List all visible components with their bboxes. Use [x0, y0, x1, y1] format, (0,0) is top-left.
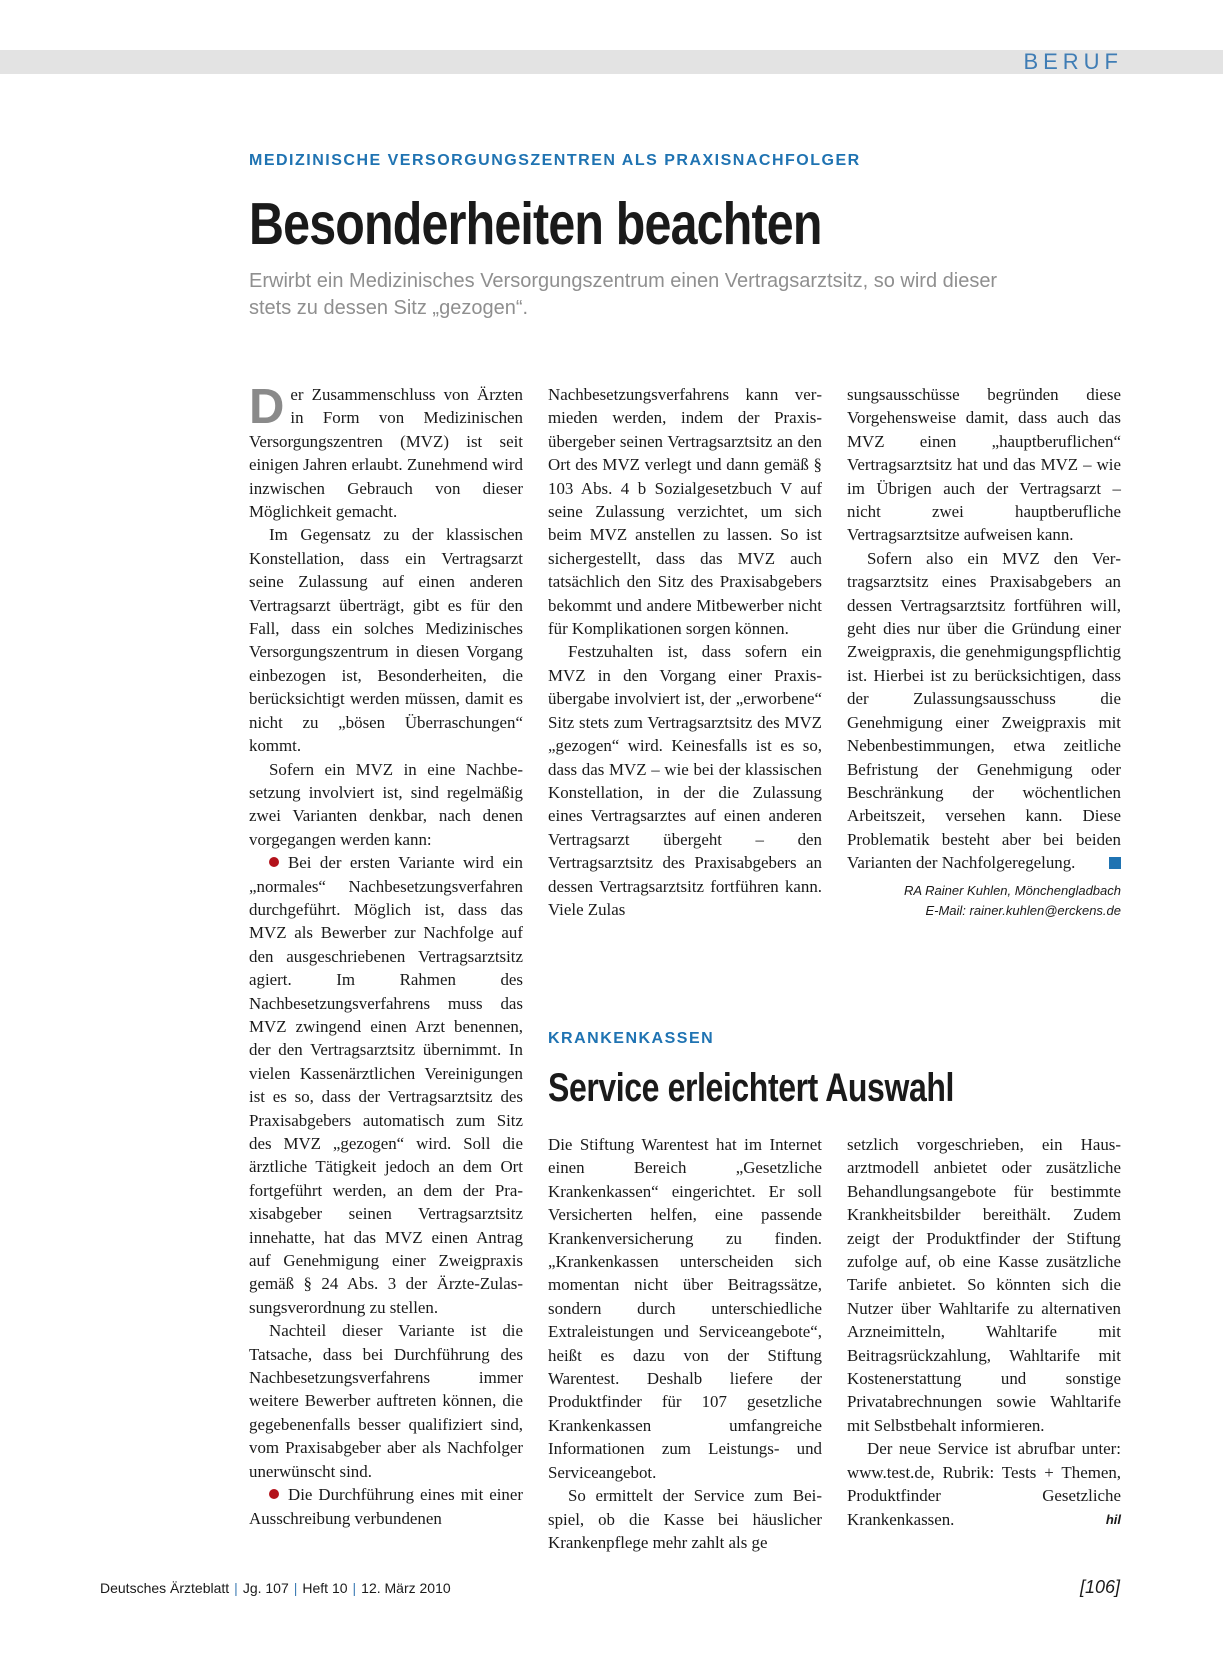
article1-headline: Besonderheiten beachten	[249, 191, 822, 257]
bullet-paragraph	[249, 851, 523, 1319]
paragraph	[847, 547, 1121, 875]
volume: Jg. 107	[242, 1580, 289, 1596]
paragraph	[249, 380, 523, 523]
issue: Heft 10	[302, 1580, 348, 1596]
separator: |	[234, 1580, 238, 1596]
paragraph-text: Der neue Service ist abrufbar unter: www.test.de, Rubrik: Tests + Themen, Produktfinder Gesetzliche Krankenkassen.	[847, 1439, 1121, 1529]
paragraph: Festzuhalten ist, dass sofern ein MVZ in den Vorgang einer Praxisübergabe involviert ist, der „erworbene“ Sitz stets zum Vertragsarztsitz des MVZ „gezogen“ wird. Keinesfalls ist es so, dass das MVZ – wie bei der klassischen Konstellation, in der die Zulassung eines Vertragsarztes auf einen anderen Vertragsarzt übergeht – den Vertragsarztsitz des Praxisabgebers an dessen Vertragsarztsitz fortführen kann. Viele Zulas	[548, 642, 822, 919]
bullet-dot-icon	[269, 1489, 279, 1499]
paragraph: Sofern ein MVZ in eine Nachbesetzung involviert ist, sind regelmäßig zwei Varianten denkbar, nach denen vorgegangen werden kann:	[249, 759, 523, 849]
paragraph: sungsausschüsse begründen diese Vorgehensweise damit, dass auch das MVZ einen „hauptberuflichen“ Vertragsarztsitz hat und das MVZ – wie im Übrigen auch der Vertragsarzt – nicht zwei hauptberufliche Vertragsarztsitze aufweisen kann.	[847, 385, 1121, 545]
paragraph	[847, 1437, 1121, 1531]
paragraph-text: Bei der ersten Variante wird ein „normales“ Nachbesetzungsverfahren durchgeführt. Möglich ist, dass das MVZ als Bewerber zur Nachfolge auf den ausgeschriebenen Vertragsarztsitz agiert. Im Rahmen des Nachbesetzungsverfahrens muss das MVZ zwingend einen Arzt benennen, der den Vertragsarztsitz übernimmt. In vielen Kassenärztlichen Vereinigungen ist es so, dass der Vertragsarztsitz des Praxisabgebers automatisch zum Sitz des MVZ „gezogen“ wird. Soll die ärztliche Tätigkeit jedoch an dem Ort fortgeführt werden, an dem der Praxisabgeber seinen Vertragsarztsitz innehatte, hat das MVZ einen Antrag auf Genehmigung einer Zweigpraxis gemäß § 24 Abs. 3 der Ärzte-Zulassungsverordnung zu stellen.	[249, 853, 523, 1317]
paragraph: Nachteil dieser Variante ist die Tatsache, dass bei Durchführung des Nachbesetzungsverfahrens immer weitere Bewerber auftreten können, die gegebenenfalls besser qualifiziert sind, vom Praxisabgeber aber als Nachfolger unerwünscht sind.	[249, 1321, 523, 1481]
separator: |	[293, 1580, 298, 1596]
article1-kicker: MEDIZINISCHE VERSORGUNGSZENTREN ALS PRAXISNACHFOLGER	[249, 152, 861, 169]
paragraph-text: Sofern also ein MVZ den Vertragsarztsitz eines Praxisabgebers an dessen Vertragsarztsitz fortführen will, geht dies nur über die Gründung einer Zweigpraxis, die genehmigungspflichtig ist. Hierbei ist zu berücksichtigen, dass der Zulassungsausschuss die Genehmigung einer Zweigpraxis mit Nebenbestimmungen, etwa zeitliche Befristung der Genehmigung oder Beschränkung der wöchentlichen Arbeitszeit, versehen kann. Diese Problematik besteht aber bei beiden Varianten der Nachfolgeregelung.	[847, 548, 1121, 873]
article2-column-1	[548, 1133, 822, 1554]
section-label: BERUF	[1023, 49, 1123, 74]
article1-lede: Erwirbt ein Medizinisches Versorgungszentrum einen Vertragsarztsitz, so wird dieser stets zu dessen Sitz „gezogen“.	[249, 270, 998, 319]
article1-column-2	[548, 383, 822, 921]
drop-cap: D	[249, 380, 285, 434]
article2-headline: Service erleichtert Auswahl	[548, 1066, 954, 1110]
bullet-paragraph	[249, 1483, 523, 1530]
paragraph-text: er Zusammenschluss von Ärzten in Form von Medizinischen Versorgungszentren (MVZ) ist seit einigen Jahren erlaubt. Zunehmend wird inzwischen Gebrauch von dieser Möglichkeit gemacht.	[249, 385, 523, 522]
paragraph: Nachbesetzungsverfahrens kann vermieden werden, indem der Praxisübergeber seinen Vertragsarztsitz an den Ort des MVZ verlegt und dann gemäß § 103 Abs. 4 b Sozialgesetzbuch V auf seine Zulassung verzichtet, um sich beim MVZ anstellen zu lassen. So ist sichergestellt, dass das MVZ auch tatsächlich den Sitz des Praxisabgebers bekommt und andere Mitbewerber nicht für Komplikationen sorgen können.	[548, 385, 822, 639]
paragraph: Im Gegensatz zu der klassischen Konstellation, dass ein Vertragsarzt seine Zulassung auf einen anderen Vertragsarzt überträgt, gibt es für den Fall, dass ein solches Medizinisches Versorgungszentrum in diesen Vorgang einbezogen ist, Besonderheiten, die berücksichtigt werden müssen, damit es nicht zu „bösen Überraschungen“ kommt.	[249, 525, 523, 756]
article1-column-1	[249, 380, 523, 1530]
paragraph: Die Stiftung Warentest hat im Internet einen Bereich „Gesetzliche Krankenkassen“ eingerichtet. Er soll Versicherten helfen, eine passende Krankenversicherung zu finden. „Krankenkassen unterscheiden sich momentan nicht über Beitragssätze, sondern durch unterschiedliche Extraleistungen und Serviceangebote“, heißt es dazu von der Stiftung Warentest. Deshalb liefere der Produktfinder für 107 gesetzliche Krankenkassen umfangreiche Informationen zum Leistungs- und Serviceangebot.	[548, 1135, 822, 1482]
article1-column-3	[847, 383, 1121, 921]
footer-citation	[100, 1580, 451, 1596]
end-mark-icon	[1109, 857, 1121, 869]
journal-name: Deutsches Ärzteblatt	[100, 1580, 230, 1596]
paragraph: setzlich vorgeschrieben, ein Hausarztmodell anbietet oder zusätzliche Behandlungsangebote für bestimmte Krankheitsbilder bereithält. Zudem zeigt der Produktfinder der Stiftung zufolge auf, ob eine Kasse zusätzliche Tarife anbietet. So könnten sich die Nutzer über Wahltarife zu alternativen Arzneimitteln, Wahltarife mit Beitragsrückzahlung, Wahltarife mit Kostenerstattung und sonstige Privatabrechnungen sowie Wahltarife mit Selbstbehalt informieren.	[847, 1135, 1121, 1435]
author-line: RA Rainer Kuhlen, Mönchengladbach	[903, 882, 1121, 898]
article2-kicker: KRANKENKASSEN	[548, 1030, 715, 1047]
page-number: [106]	[1079, 1577, 1120, 1597]
bullet-dot-icon	[269, 857, 279, 867]
author-email: E-Mail: rainer.kuhlen@erckens.de	[925, 902, 1121, 918]
paragraph-text: Die Durchführung eines mit einer Ausschreibung verbundenen	[249, 1485, 523, 1528]
paragraph: So ermittelt der Service zum Beispiel, ob die Kasse bei häuslicher Krankenpflege mehr zahlt als ge	[548, 1486, 822, 1552]
author-initials: hil	[1105, 1511, 1121, 1527]
article2-column-2	[847, 1133, 1121, 1531]
issue-date: 12. März 2010	[361, 1580, 451, 1596]
separator: |	[352, 1580, 357, 1596]
